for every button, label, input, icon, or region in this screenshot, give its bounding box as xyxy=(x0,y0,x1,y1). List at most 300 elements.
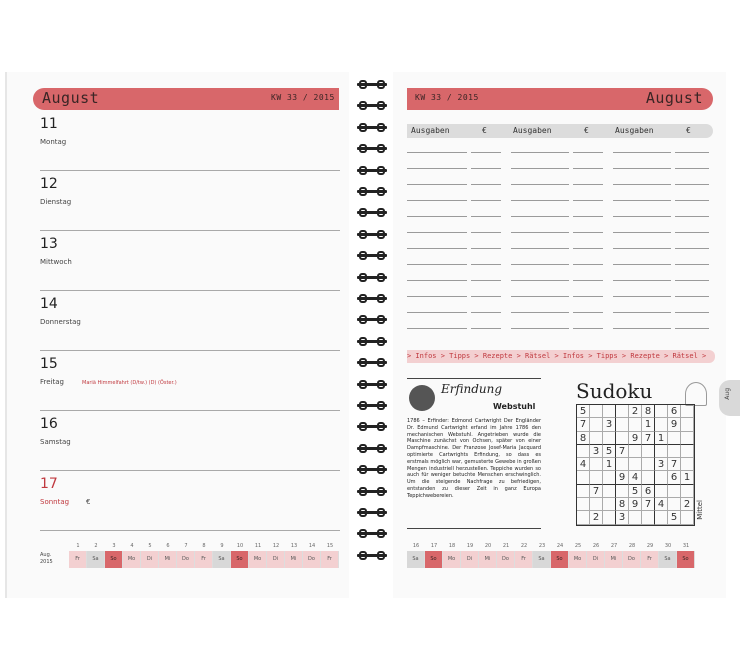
expense-cell-line xyxy=(511,312,569,313)
day-entry-thursday[interactable] xyxy=(40,290,340,351)
sudoku-cell[interactable]: 9 xyxy=(629,498,642,511)
sudoku-cell[interactable]: 7 xyxy=(642,432,655,445)
chef-icon xyxy=(685,382,707,406)
strip-day-cell[interactable]: So xyxy=(231,551,249,568)
ring-loop xyxy=(377,465,385,474)
sudoku-cell[interactable] xyxy=(603,471,616,484)
sudoku-cell[interactable]: 3 xyxy=(603,418,616,431)
sudoku-cell[interactable] xyxy=(577,485,590,498)
sudoku-cell[interactable] xyxy=(655,511,668,524)
strip-day-cell[interactable]: Di xyxy=(461,551,479,568)
strip-day-cell[interactable]: Mo xyxy=(249,551,267,568)
ring-loop xyxy=(359,487,367,496)
expense-cell-line xyxy=(511,152,569,153)
sudoku-cell[interactable] xyxy=(603,511,616,524)
strip-day-number: 26 xyxy=(592,543,600,549)
strip-day-number: 2 xyxy=(94,543,98,549)
sudoku-cell[interactable] xyxy=(590,471,603,484)
expense-cell-line xyxy=(471,248,501,249)
sudoku-cell[interactable]: 2 xyxy=(590,511,603,524)
day-number: 14 xyxy=(40,296,58,312)
strip-day-cell[interactable]: Fr xyxy=(321,551,339,568)
strip-day-number: 28 xyxy=(628,543,636,549)
strip-day-cell[interactable]: Mi xyxy=(159,551,177,568)
expense-cell-line xyxy=(675,152,709,153)
sudoku-cell[interactable] xyxy=(668,445,681,458)
month-title: August xyxy=(645,89,703,107)
sudoku-cell[interactable]: 7 xyxy=(668,458,681,471)
strip-day-cell[interactable]: Sa xyxy=(213,551,231,568)
day-number: 17 xyxy=(40,476,58,492)
ring-loop xyxy=(359,337,367,346)
ring-loop xyxy=(359,251,367,260)
expense-cell-line xyxy=(613,296,671,297)
sudoku-cell[interactable]: 3 xyxy=(655,458,668,471)
day-name: Sonntag xyxy=(40,498,70,506)
strip-day-number: 10 xyxy=(236,543,244,549)
sudoku-cell[interactable] xyxy=(681,485,694,498)
sudoku-cell[interactable]: 6 xyxy=(642,485,655,498)
ring-loop xyxy=(377,144,385,153)
day-entry-monday[interactable] xyxy=(40,110,340,171)
sudoku-cell[interactable]: 9 xyxy=(616,471,629,484)
sudoku-cell[interactable] xyxy=(629,445,642,458)
spiral-ring xyxy=(355,251,389,260)
strip-day-number: 20 xyxy=(484,543,492,549)
strip-day-cell[interactable]: Fr xyxy=(515,551,533,568)
sudoku-cell[interactable]: 6 xyxy=(668,405,681,418)
sudoku-cell[interactable] xyxy=(668,432,681,445)
expense-cell-line xyxy=(471,328,501,329)
strip-day-cell[interactable]: Do xyxy=(623,551,641,568)
spiral-ring xyxy=(355,422,389,431)
strip-day-cell[interactable]: So xyxy=(105,551,123,568)
ring-loop xyxy=(377,187,385,196)
sudoku-cell[interactable]: 9 xyxy=(668,418,681,431)
ring-loop xyxy=(377,123,385,132)
expense-cell-line xyxy=(407,152,467,153)
sudoku-cell[interactable] xyxy=(642,445,655,458)
sudoku-cell[interactable] xyxy=(616,432,629,445)
sudoku-cell[interactable]: 5 xyxy=(668,511,681,524)
day-name: Donnerstag xyxy=(40,318,81,326)
ring-loop xyxy=(359,529,367,538)
strip-day-number: 12 xyxy=(272,543,280,549)
expense-cell-line xyxy=(511,264,569,265)
expense-cell-line xyxy=(573,328,603,329)
sudoku-cell[interactable]: 7 xyxy=(590,485,603,498)
expense-cell-line xyxy=(573,264,603,265)
month-index-tab[interactable] xyxy=(719,380,740,416)
strip-day-cell[interactable]: Fr xyxy=(641,551,659,568)
strip-day-cell[interactable]: Sa xyxy=(407,551,425,568)
sudoku-cell[interactable] xyxy=(681,432,694,445)
ring-loop xyxy=(359,80,367,89)
expense-cell-line xyxy=(407,200,467,201)
sudoku-cell[interactable]: 2 xyxy=(629,405,642,418)
expense-cell-line xyxy=(573,312,603,313)
right-page xyxy=(393,72,726,598)
expense-cell-line xyxy=(407,296,467,297)
day-entry-tuesday[interactable] xyxy=(40,170,340,231)
expense-cell-line xyxy=(613,328,671,329)
expense-cell-line xyxy=(471,264,501,265)
expense-cell-line xyxy=(613,200,671,201)
strip-day-cell[interactable]: Sa xyxy=(533,551,551,568)
strip-day-number: 17 xyxy=(430,543,438,549)
euro-column-label: € xyxy=(584,126,589,135)
sudoku-cell[interactable]: 1 xyxy=(603,458,616,471)
day-entry-sunday[interactable] xyxy=(40,470,340,531)
expense-cell-line xyxy=(511,200,569,201)
sudoku-cell[interactable]: 5 xyxy=(603,445,616,458)
expense-cell-line xyxy=(407,280,467,281)
expense-cell-line xyxy=(471,296,501,297)
strip-day-cell[interactable]: Di xyxy=(267,551,285,568)
sudoku-grid[interactable] xyxy=(576,404,695,526)
invention-text: 1786 – Erfinder: Edmond Cartwright Der Engländer Dr. Edmund Cartwright erfand im Jahre 1786 den mechanischen Webstuhl. Angetrieben wurde die Maschine zunächst von Ochsen, später von einer Dampfmaschine. Der Franzose Josef-Maria Jacquard optimierte Cartwrights Erfindung, so dass es erstmals möglich war, gemusterte Gewebe in großen Mengen industriell herzustellen. Teppiche wurden so auch für weniger betuchte Menschen erschwinglich. Um die steigende Nachfrage zu befriedigen, entstanden zu dieser Zeit in ganz Europa Teppichwebereien. xyxy=(407,418,541,499)
expense-cell-line xyxy=(675,232,709,233)
sudoku-cell[interactable] xyxy=(655,471,668,484)
ring-loop xyxy=(377,337,385,346)
spiral-ring xyxy=(355,294,389,303)
sudoku-cell[interactable] xyxy=(590,418,603,431)
sudoku-cell[interactable]: 5 xyxy=(577,405,590,418)
ring-loop xyxy=(377,294,385,303)
sudoku-cell[interactable] xyxy=(642,471,655,484)
sudoku-cell[interactable] xyxy=(616,458,629,471)
expense-cell-line xyxy=(511,328,569,329)
strip-day-cell[interactable]: Di xyxy=(141,551,159,568)
strip-day-cell[interactable]: Do xyxy=(303,551,321,568)
strip-day-cell[interactable]: So xyxy=(425,551,443,568)
expense-cell-line xyxy=(675,168,709,169)
sudoku-cell[interactable] xyxy=(681,445,694,458)
expense-cell-line xyxy=(613,232,671,233)
sudoku-cell[interactable] xyxy=(668,485,681,498)
ring-loop xyxy=(377,380,385,389)
sudoku-title: Sudoku xyxy=(576,379,653,403)
day-number: 15 xyxy=(40,356,58,372)
strip-day-number: 4 xyxy=(130,543,134,549)
expense-cell-line xyxy=(511,168,569,169)
sudoku-cell[interactable] xyxy=(616,485,629,498)
strip-day-number: 1 xyxy=(76,543,80,549)
sudoku-cell[interactable] xyxy=(629,511,642,524)
strip-day-cell[interactable]: Mo xyxy=(443,551,461,568)
month-index-label: Aug xyxy=(724,388,731,400)
spiral-ring xyxy=(355,358,389,367)
difficulty-label: Mittel xyxy=(696,500,704,520)
sudoku-cell[interactable] xyxy=(681,458,694,471)
sudoku-cell[interactable] xyxy=(655,405,668,418)
sudoku-cell[interactable] xyxy=(629,418,642,431)
expense-cell-line xyxy=(511,248,569,249)
expense-cell-line xyxy=(675,328,709,329)
expense-cell-line xyxy=(613,184,671,185)
sudoku-cell[interactable] xyxy=(668,498,681,511)
sudoku-cell[interactable] xyxy=(603,432,616,445)
expense-cell-line xyxy=(573,152,603,153)
strip-day-number: 27 xyxy=(610,543,618,549)
strip-day-number: 15 xyxy=(326,543,334,549)
expense-cell-line xyxy=(573,280,603,281)
ring-loop xyxy=(359,380,367,389)
sudoku-cell[interactable] xyxy=(629,458,642,471)
expense-cell-line xyxy=(407,264,467,265)
spiral-ring xyxy=(355,80,389,89)
expense-cell-line xyxy=(613,248,671,249)
month-header-right xyxy=(407,88,713,110)
sudoku-cell[interactable]: 7 xyxy=(642,498,655,511)
expense-cell-line xyxy=(613,312,671,313)
strip-day-cell[interactable]: Sa xyxy=(659,551,677,568)
sudoku-cell[interactable] xyxy=(681,405,694,418)
ring-loop xyxy=(359,166,367,175)
expense-cell-line xyxy=(675,312,709,313)
month-strip xyxy=(407,551,695,568)
day-name: Montag xyxy=(40,138,67,146)
sudoku-cell[interactable]: 1 xyxy=(642,418,655,431)
strip-day-cell[interactable]: Di xyxy=(587,551,605,568)
strip-day-number: 19 xyxy=(466,543,474,549)
expense-cell-line xyxy=(471,232,501,233)
strip-day-cell[interactable]: Fr xyxy=(69,551,87,568)
strip-month-label: Aug. 2015 xyxy=(40,552,53,565)
expense-cell-line xyxy=(675,296,709,297)
spiral-ring xyxy=(355,101,389,110)
strip-day-cell[interactable]: Mo xyxy=(123,551,141,568)
sudoku-cell[interactable] xyxy=(616,418,629,431)
ring-loop xyxy=(359,230,367,239)
expense-cell-line xyxy=(675,200,709,201)
expense-cell-line xyxy=(511,280,569,281)
sudoku-cell[interactable] xyxy=(655,418,668,431)
day-entry-friday[interactable] xyxy=(40,350,340,411)
strip-day-cell[interactable]: Mo xyxy=(569,551,587,568)
sudoku-cell[interactable]: 6 xyxy=(668,471,681,484)
sudoku-cell[interactable] xyxy=(655,445,668,458)
lab-flask-icon xyxy=(409,385,435,411)
calendar-week-label: KW 33 / 2015 xyxy=(415,93,479,102)
ring-loop xyxy=(359,294,367,303)
day-name: Samstag xyxy=(40,438,71,446)
expense-cell-line xyxy=(613,216,671,217)
spiral-ring xyxy=(355,401,389,410)
expense-cell-line xyxy=(471,216,501,217)
strip-day-cell[interactable]: So xyxy=(551,551,569,568)
spiral-ring xyxy=(355,230,389,239)
expenses-column-label: Ausgaben xyxy=(615,126,654,135)
ring-loop xyxy=(377,487,385,496)
sudoku-cell[interactable] xyxy=(642,511,655,524)
sudoku-cell[interactable] xyxy=(590,458,603,471)
strip-day-number: 13 xyxy=(290,543,298,549)
sudoku-cell[interactable]: 4 xyxy=(655,498,668,511)
expense-cell-line xyxy=(573,232,603,233)
invention-title: Erfindung xyxy=(441,382,503,396)
expense-cell-line xyxy=(573,296,603,297)
expense-cell-line xyxy=(613,264,671,265)
sudoku-cell[interactable]: 2 xyxy=(681,498,694,511)
expense-cell-line xyxy=(613,168,671,169)
expense-cell-line xyxy=(573,184,603,185)
invention-subtitle: Webstuhl xyxy=(493,402,536,411)
sudoku-cell[interactable]: 7 xyxy=(616,445,629,458)
strip-day-cell[interactable]: Do xyxy=(497,551,515,568)
euro-note: € xyxy=(86,498,91,506)
ring-loop xyxy=(377,230,385,239)
euro-column-label: € xyxy=(686,126,691,135)
sudoku-cell[interactable]: 4 xyxy=(577,458,590,471)
strip-day-number: 22 xyxy=(520,543,528,549)
ring-loop xyxy=(377,315,385,324)
expense-cell-line xyxy=(471,200,501,201)
sudoku-cell[interactable] xyxy=(577,445,590,458)
expense-cell-line xyxy=(675,280,709,281)
ring-loop xyxy=(359,101,367,110)
sudoku-cell[interactable] xyxy=(577,471,590,484)
ring-loop xyxy=(359,123,367,132)
ring-loop xyxy=(359,358,367,367)
day-entry-wednesday[interactable] xyxy=(40,230,340,291)
ring-loop xyxy=(359,208,367,217)
expense-cell-line xyxy=(471,280,501,281)
strip-day-cell[interactable]: Fr xyxy=(195,551,213,568)
strip-day-cell[interactable]: Mi xyxy=(479,551,497,568)
strip-day-number: 7 xyxy=(184,543,188,549)
expenses-header xyxy=(407,124,713,138)
strip-day-cell[interactable]: Mi xyxy=(285,551,303,568)
day-number: 12 xyxy=(40,176,58,192)
expense-cell-line xyxy=(471,168,501,169)
ring-loop xyxy=(377,444,385,453)
strip-day-number: 14 xyxy=(308,543,316,549)
strip-day-number: 31 xyxy=(682,543,690,549)
sudoku-cell[interactable] xyxy=(577,511,590,524)
expense-cell-line xyxy=(407,328,467,329)
spiral-ring xyxy=(355,444,389,453)
expense-cell-line xyxy=(511,296,569,297)
ring-loop xyxy=(359,465,367,474)
expense-cell-line xyxy=(407,184,467,185)
sudoku-cell[interactable]: 1 xyxy=(681,471,694,484)
sudoku-cell[interactable]: 4 xyxy=(629,471,642,484)
divider xyxy=(407,378,541,379)
expenses-column-label: Ausgaben xyxy=(411,126,450,135)
sudoku-cell[interactable] xyxy=(590,405,603,418)
expense-cell-line xyxy=(511,232,569,233)
month-title: August xyxy=(42,89,100,107)
expense-cell-line xyxy=(675,216,709,217)
ring-loop xyxy=(377,101,385,110)
spiral-ring xyxy=(355,465,389,474)
sudoku-cell[interactable] xyxy=(642,458,655,471)
sudoku-cell[interactable] xyxy=(603,485,616,498)
expense-cell-line xyxy=(613,280,671,281)
ring-loop xyxy=(359,273,367,282)
day-number: 13 xyxy=(40,236,58,252)
ring-loop xyxy=(359,144,367,153)
expense-cell-line xyxy=(675,184,709,185)
sudoku-cell[interactable] xyxy=(590,498,603,511)
strip-day-cell[interactable]: Sa xyxy=(87,551,105,568)
sudoku-cell[interactable] xyxy=(577,498,590,511)
expense-cell-line xyxy=(675,264,709,265)
sudoku-cell[interactable]: 5 xyxy=(629,485,642,498)
expense-cell-line xyxy=(613,152,671,153)
day-name: Dienstag xyxy=(40,198,72,206)
strip-day-cell[interactable]: So xyxy=(677,551,695,568)
expenses-column-label: Ausgaben xyxy=(513,126,552,135)
ring-loop xyxy=(359,508,367,517)
day-entry-saturday[interactable] xyxy=(40,410,340,471)
expense-cell-line xyxy=(407,168,467,169)
sudoku-cell[interactable]: 8 xyxy=(642,405,655,418)
ring-loop xyxy=(377,251,385,260)
ring-loop xyxy=(359,422,367,431)
day-number: 11 xyxy=(40,116,58,132)
sudoku-cell[interactable] xyxy=(681,418,694,431)
ring-loop xyxy=(359,401,367,410)
strip-day-number: 29 xyxy=(646,543,654,549)
strip-day-number: 16 xyxy=(412,543,420,549)
sudoku-cell[interactable]: 7 xyxy=(577,418,590,431)
expense-cell-line xyxy=(675,248,709,249)
sudoku-cell[interactable] xyxy=(616,405,629,418)
ring-loop xyxy=(377,80,385,89)
sudoku-cell[interactable] xyxy=(590,432,603,445)
ring-loop xyxy=(377,208,385,217)
sudoku-cell[interactable] xyxy=(603,498,616,511)
spiral-ring xyxy=(355,123,389,132)
sudoku-cell[interactable]: 1 xyxy=(655,432,668,445)
sudoku-cell[interactable]: 8 xyxy=(616,498,629,511)
expense-cell-line xyxy=(407,248,467,249)
spiral-ring xyxy=(355,187,389,196)
month-strip xyxy=(69,551,339,568)
strip-day-number: 5 xyxy=(148,543,152,549)
strip-day-number: 6 xyxy=(166,543,170,549)
spiral-ring xyxy=(355,144,389,153)
sudoku-cell[interactable] xyxy=(681,511,694,524)
ring-loop xyxy=(377,508,385,517)
calendar-week-label: KW 33 / 2015 xyxy=(271,93,335,102)
sudoku-cell[interactable] xyxy=(603,405,616,418)
strip-day-cell[interactable]: Do xyxy=(177,551,195,568)
sudoku-cell[interactable]: 8 xyxy=(577,432,590,445)
expense-cell-line xyxy=(573,248,603,249)
strip-day-number: 18 xyxy=(448,543,456,549)
ring-loop xyxy=(359,315,367,324)
day-name: Mittwoch xyxy=(40,258,72,266)
sudoku-cell[interactable]: 3 xyxy=(590,445,603,458)
expense-cell-line xyxy=(573,168,603,169)
spiral-ring xyxy=(355,529,389,538)
ring-loop xyxy=(377,273,385,282)
sudoku-cell[interactable] xyxy=(655,485,668,498)
strip-day-number: 9 xyxy=(220,543,224,549)
day-name: Freitag xyxy=(40,378,64,386)
left-page xyxy=(5,72,349,598)
sudoku-cell[interactable]: 9 xyxy=(629,432,642,445)
strip-day-cell[interactable]: Mi xyxy=(605,551,623,568)
sudoku-cell[interactable]: 3 xyxy=(616,511,629,524)
euro-column-label: € xyxy=(482,126,487,135)
holiday-note: Mariä Himmelfahrt (D/tw.) (D) (Öster.) xyxy=(82,380,177,386)
ring-loop xyxy=(377,422,385,431)
spiral-ring xyxy=(355,380,389,389)
